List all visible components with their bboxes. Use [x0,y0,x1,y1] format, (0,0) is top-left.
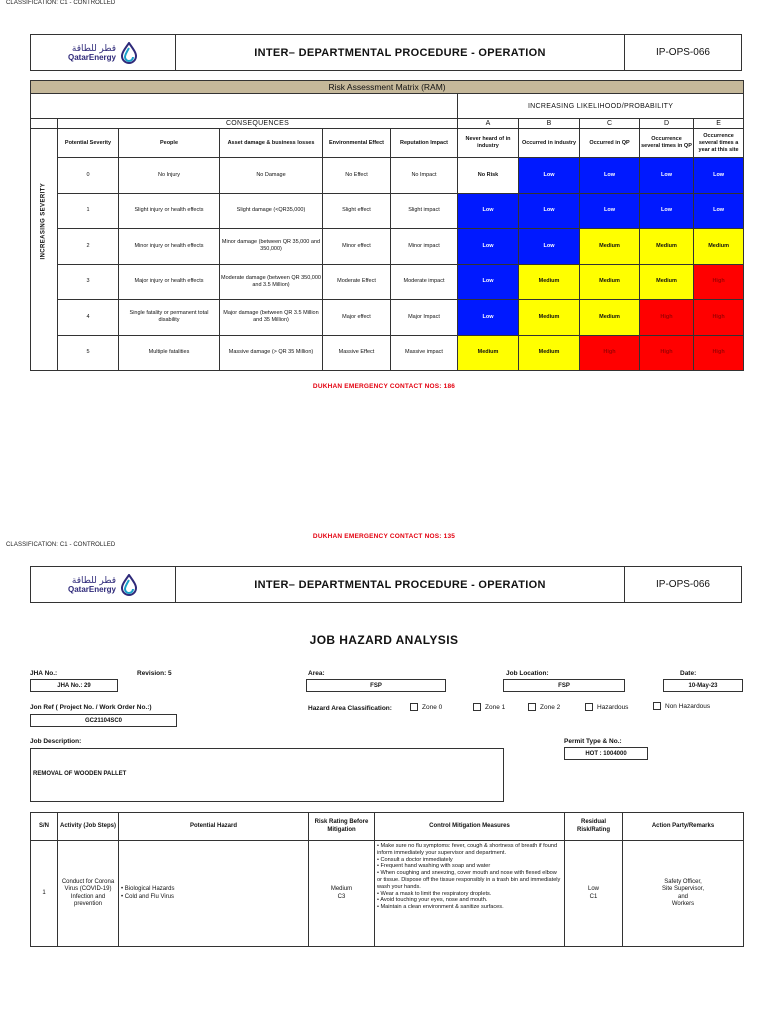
risk-cell: High [694,335,744,371]
jha-col-header: Risk Rating Before Mitigation [309,813,375,841]
jha-table [30,812,744,947]
hazard-option-zone0[interactable]: Zone 0 [410,703,442,711]
emergency-contact: DUKHAN EMERGENCY CONTACT NOS: 186 [312,383,456,390]
ram-sev-cell: 5 [58,335,119,371]
col-header: Never heard of in industry [458,129,519,158]
ram-row [31,335,744,371]
risk-cell: Low [458,229,519,265]
job-description-label: Job Description: [30,738,82,745]
risk-cell: Medium [519,264,580,300]
ram-people-cell: Major injury or health effects [119,264,220,300]
ram-asset-cell: No Damage [220,158,323,194]
col-header: Occurrence several times in QP [640,129,694,158]
ram-env-cell: Moderate Effect [323,264,391,300]
date-field[interactable]: 10-May-23 [663,679,743,692]
jha-col-header: Activity (Job Steps) [58,813,119,841]
risk-cell: Low [640,158,694,194]
risk-cell: Medium [640,229,694,265]
risk-cell: Low [458,193,519,229]
hazard-option-non-hazardous[interactable]: Non Hazardous [653,702,710,710]
ram-rep-cell: Minor impact [391,229,458,265]
risk-cell: No Risk [458,158,519,194]
procedure-title: INTER– DEPARTMENTAL PROCEDURE - OPERATION [176,35,625,70]
likelihood-header: INCREASING LIKELIHOOD/PROBABILITY [458,94,744,119]
ram-people-cell: No Injury [119,158,220,194]
risk-cell: Low [519,193,580,229]
ram-env-cell: Minor effect [323,229,391,265]
col-header: Environmental Effect [323,129,391,158]
checkbox-icon[interactable] [410,703,418,711]
risk-cell: Medium [694,229,744,265]
ram-rep-cell: Moderate impact [391,264,458,300]
ram-sev-cell: 2 [58,229,119,265]
checkbox-icon[interactable] [585,703,593,711]
ram-asset-cell: Moderate damage (between QR 350,000 and 3.5 Million) [220,264,323,300]
measures-cell [375,841,565,947]
risk-cell: Medium [580,300,640,336]
drop-logo-icon [120,42,138,64]
list-item: • Frequent hand washing with soap and water [377,863,491,870]
risk-cell: Medium [458,335,519,371]
ram-people-cell: Single fatality or permanent total disability [119,300,220,336]
job-ref-field[interactable]: GC21104SC0 [30,714,177,727]
hazard-cell [119,841,309,947]
ram-row [31,300,744,336]
risk-cell: Medium [640,264,694,300]
document-ref: IP-OPS-066 [656,579,710,590]
ram-sev-cell: 1 [58,193,119,229]
consequences-header: CONSEQUENCES [58,119,458,129]
ram-env-cell: Slight effect [323,193,391,229]
col-header: People [119,129,220,158]
likelihood-letter: E [694,119,744,129]
likelihood-letter: B [519,119,580,129]
risk-cell: Medium [519,300,580,336]
drop-logo-icon [120,574,138,596]
ram-rep-cell: No Impact [391,158,458,194]
company-logo: قطر للطاقة QatarEnergy [31,35,176,70]
checkbox-icon[interactable] [528,703,536,711]
list-item: • Cold and Flu Virus [121,893,175,900]
risk-cell: High [640,300,694,336]
likelihood-letter: C [580,119,640,129]
ram-row [31,158,744,194]
job-description-field[interactable]: REMOVAL OF WOODEN PALLET [30,748,504,802]
col-header: Occurrence several times a year at this site [694,129,744,158]
col-header: Occurred in QP [580,129,640,158]
ram-rep-cell: Slight impact [391,193,458,229]
risk-cell: Medium [580,264,640,300]
likelihood-letter: D [640,119,694,129]
ram-rep-cell: Major Impact [391,300,458,336]
job-location-label: Job Location: [506,670,549,677]
classification-label: CLASSIFICATION: C1 - CONTROLLED [6,542,116,548]
risk-cell: High [694,264,744,300]
action-party-cell: Safety Officer, Site Supervisor, and Workers [623,841,744,947]
page-header [30,34,742,71]
procedure-title: INTER– DEPARTMENTAL PROCEDURE - OPERATION [176,567,625,602]
ram-row [31,264,744,300]
risk-cell: Low [519,158,580,194]
ram-people-cell: Slight injury or health effects [119,193,220,229]
jha-col-header: Potential Hazard [119,813,309,841]
ram-asset-cell: Massive damage (> QR 35 Million) [220,335,323,371]
risk-cell: High [640,335,694,371]
jha-col-header: Residual Risk/Rating [565,813,623,841]
residual-cell: Low C1 [565,841,623,947]
ram-title: Risk Assessment Matrix (RAM) [31,81,744,94]
ram-rep-cell: Massive impact [391,335,458,371]
risk-cell: Low [519,229,580,265]
risk-cell: Low [694,193,744,229]
ram-env-cell: Massive Effect [323,335,391,371]
risk-cell: High [694,300,744,336]
jha-no-label: JHA No.: [30,670,58,677]
risk-cell: Medium [519,335,580,371]
ram-row [31,193,744,229]
revision-label: Revision: 5 [137,670,172,677]
area-label: Area: [308,670,325,677]
emergency-contact: DUKHAN EMERGENCY CONTACT NOS: 135 [312,533,456,540]
permit-field[interactable]: HOT : 1004000 [564,747,648,760]
ram-people-cell: Multiple fatalities [119,335,220,371]
ram-sev-cell: 0 [58,158,119,194]
risk-cell: Medium [580,229,640,265]
jha-no-field[interactable]: JHA No.: 29 [30,679,118,692]
classification-label: CLASSIFICATION: C1 - CONTROLLED [6,0,116,6]
risk-cell: Low [694,158,744,194]
risk-cell: Low [580,193,640,229]
jha-title: JOB HAZARD ANALYSIS [309,633,459,647]
permit-label: Permit Type & No.: [564,738,622,745]
jha-col-header: Action Party/Remarks [623,813,744,841]
table-row [31,841,744,947]
sn-cell: 1 [31,841,58,947]
company-logo: قطر للطاقة QatarEnergy [31,567,176,602]
jha-col-header: S/N [31,813,58,841]
ram-sev-cell: 3 [58,264,119,300]
ram-asset-cell: Major damage (between QR 3.5 Million and 35 Million) [220,300,323,336]
ram-people-cell: Minor injury or health effects [119,229,220,265]
hazard-option-zone2[interactable]: Zone 2 [528,703,560,711]
list-item: • Make sure no flu symptoms: fever, cough & shortness of breath if found inform immediately your supervisor and department. [377,843,558,856]
col-header: Asset damage & business losses [220,129,323,158]
list-item: • Biological Hazards [121,886,175,892]
ram-env-cell: No Effect [323,158,391,194]
hazard-option-hazardous[interactable]: Hazardous [585,703,628,711]
risk-cell: Low [458,300,519,336]
date-label: Date: [680,670,697,677]
risk-cell: High [580,335,640,371]
jha-col-header: Control Mitigation Measures [375,813,565,841]
list-item: • Avoid touching your eyes, nose and mouth. [377,897,488,904]
list-item: • When coughing and sneezing, cover mouth and nose with flexed elbow or tissue. Dispose off the tissue responsibly in a trash bin and immediately wash your hands. [377,870,561,890]
likelihood-letter: A [458,119,519,129]
ram-asset-cell: Slight damage (<QR35,000) [220,193,323,229]
area-field[interactable]: FSP [306,679,446,692]
checkbox-icon[interactable] [473,703,481,711]
job-ref-label: Jon Ref ( Project No. / Work Order No.:) [30,704,152,711]
page-header [30,566,742,603]
document-ref: IP-OPS-066 [656,47,710,58]
risk-before-cell: Medium C3 [309,841,375,947]
severity-axis: INCREASING SEVERITY [31,129,58,371]
list-item: • Maintain a clean environment & sanitize surfaces. [377,904,504,911]
list-item: • Wear a mask to limit the respiratory droplets. [377,890,492,897]
risk-cell: Low [458,264,519,300]
hazard-option-zone1[interactable]: Zone 1 [473,703,505,711]
list-item: • Consult a doctor immediately [377,856,453,863]
activity-cell: Conduct for Corona Virus (COVID-19) Infection and prevention [58,841,119,947]
ram-row [31,229,744,265]
col-header: Reputation Impact [391,129,458,158]
checkbox-icon[interactable] [653,702,661,710]
ram-asset-cell: Minor damage (between QR 35,000 and 350,000) [220,229,323,265]
job-location-field[interactable]: FSP [503,679,625,692]
ram-env-cell: Major effect [323,300,391,336]
risk-cell: Low [640,193,694,229]
risk-assessment-matrix [30,80,744,371]
risk-cell: Low [580,158,640,194]
col-header: Potential Severity [58,129,119,158]
hazard-class-label: Hazard Area Classification: [308,705,392,712]
ram-sev-cell: 4 [58,300,119,336]
col-header: Occurred in industry [519,129,580,158]
